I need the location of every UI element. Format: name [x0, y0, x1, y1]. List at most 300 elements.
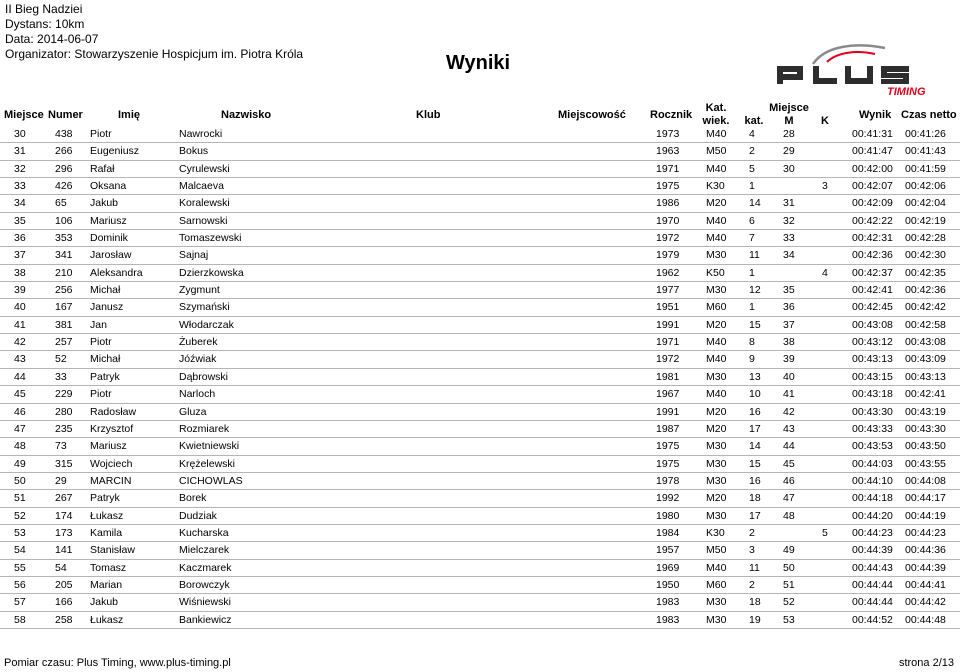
cell-place: 34	[14, 197, 26, 210]
cell-first: Aleksandra	[90, 266, 143, 279]
cell-cat: M60	[706, 301, 727, 314]
cell-net: 00:44:08	[905, 474, 946, 487]
table-row	[0, 438, 960, 455]
cell-last: Borek	[179, 492, 207, 505]
cell-last: Gluza	[179, 405, 207, 418]
cell-catplace: 17	[749, 509, 761, 522]
cell-net: 00:43:08	[905, 336, 946, 349]
cell-m: 51	[783, 578, 795, 591]
cell-first: Mariusz	[90, 440, 127, 453]
cell-net: 00:42:28	[905, 232, 946, 245]
cell-first: Piotr	[90, 336, 112, 349]
table-row	[0, 369, 960, 386]
cell-place: 38	[14, 266, 26, 279]
cell-net: 00:42:41	[905, 388, 946, 401]
cell-catplace: 18	[749, 596, 761, 609]
cell-first: Łukasz	[90, 613, 124, 626]
cell-year: 1972	[656, 353, 680, 366]
cell-num: 65	[55, 197, 67, 210]
cell-m: 49	[783, 544, 795, 557]
cell-num: 438	[55, 128, 73, 140]
cell-num: 29	[55, 474, 67, 487]
cell-year: 1980	[656, 509, 680, 522]
cell-last: Dąbrowski	[179, 370, 229, 383]
cell-year: 1969	[656, 561, 680, 574]
cell-net: 00:44:19	[905, 509, 946, 522]
cell-first: Jan	[90, 318, 107, 331]
cell-net: 00:44:42	[905, 596, 946, 609]
cell-first: Oksana	[90, 180, 127, 193]
cell-num: 210	[55, 266, 73, 279]
cell-catplace: 5	[749, 162, 755, 175]
cell-m: 52	[783, 596, 795, 609]
cell-catplace: 11	[749, 249, 760, 262]
cell-catplace: 10	[749, 388, 761, 401]
header-miejsce: Miejsce	[4, 109, 44, 121]
cell-result: 00:41:47	[852, 145, 893, 158]
cell-catplace: 19	[749, 613, 761, 626]
cell-last: Kaczmarek	[179, 561, 232, 574]
cell-result: 00:44:10	[852, 474, 893, 487]
cell-num: 33	[55, 370, 67, 383]
cell-first: Patryk	[90, 492, 120, 505]
header-nazwisko: Nazwisko	[221, 109, 272, 121]
cell-first: Piotr	[90, 128, 112, 140]
cell-result: 00:44:43	[852, 561, 893, 574]
cell-result: 00:43:53	[852, 440, 893, 453]
cell-m: 39	[783, 353, 795, 366]
cell-net: 00:42:30	[905, 249, 946, 262]
table-row	[0, 612, 960, 629]
header-imie: Imię	[118, 109, 141, 121]
table-row	[0, 542, 960, 559]
cell-num: 106	[55, 214, 73, 227]
table-row	[0, 456, 960, 473]
cell-m: 38	[783, 336, 795, 349]
cell-cat: M20	[706, 422, 727, 435]
cell-result: 00:44:44	[852, 578, 893, 591]
cell-first: Kamila	[90, 526, 123, 539]
cell-cat: K50	[706, 266, 725, 279]
cell-place: 39	[14, 284, 26, 297]
cell-m: 32	[783, 214, 795, 227]
cell-last: Żuberek	[179, 336, 218, 349]
cell-cat: M50	[706, 145, 727, 158]
cell-result: 00:43:13	[852, 353, 893, 366]
page-title: Wyniki	[446, 52, 511, 74]
cell-last: Borowczyk	[179, 578, 230, 591]
cell-catplace: 12	[749, 284, 761, 297]
cell-cat: M30	[706, 474, 727, 487]
header-miejsce-k: K	[821, 115, 829, 127]
cell-first: Wojciech	[90, 457, 133, 470]
event-info	[5, 2, 303, 62]
cell-m: 43	[783, 422, 795, 435]
cell-place: 32	[14, 162, 26, 175]
cell-last: Krężelewski	[179, 457, 236, 470]
cell-result: 00:43:15	[852, 370, 893, 383]
cell-result: 00:44:44	[852, 596, 893, 609]
event-name: II Bieg Nadziei	[5, 2, 83, 16]
table-header	[0, 101, 960, 129]
table-row	[0, 334, 960, 351]
cell-first: Rafał	[90, 162, 115, 175]
cell-last: Malcaeva	[179, 180, 224, 193]
cell-place: 53	[14, 526, 26, 539]
cell-catplace: 15	[749, 318, 761, 331]
cell-year: 1983	[656, 613, 680, 626]
cell-catplace: 15	[749, 457, 761, 470]
event-date: Data: 2014-06-07	[5, 32, 99, 46]
cell-last: Sajnaj	[179, 249, 209, 262]
cell-net: 00:41:59	[905, 162, 946, 175]
svg-text:TIMING: TIMING	[887, 86, 926, 96]
cell-first: Michał	[90, 284, 121, 297]
cell-year: 1991	[656, 405, 680, 418]
cell-catplace: 1	[749, 180, 755, 193]
cell-catplace: 2	[749, 578, 755, 591]
cell-last: Jóźwiak	[179, 353, 217, 366]
cell-net: 00:44:36	[905, 544, 946, 557]
table-row	[0, 161, 960, 178]
cell-cat: M30	[706, 596, 727, 609]
cell-first: Michał	[90, 353, 121, 366]
cell-place: 35	[14, 214, 26, 227]
cell-cat: M30	[706, 457, 727, 470]
cell-last: Szymański	[179, 301, 230, 314]
table-row	[0, 594, 960, 611]
cell-catplace: 8	[749, 336, 755, 349]
cell-catplace: 2	[749, 526, 755, 539]
cell-num: 166	[55, 596, 73, 609]
cell-place: 58	[14, 613, 26, 626]
table-row	[0, 525, 960, 542]
header-miejsce-m: M	[784, 115, 794, 127]
cell-m: 36	[783, 301, 795, 314]
cell-place: 40	[14, 301, 26, 314]
cell-m: 31	[783, 197, 795, 210]
cell-cat: M30	[706, 509, 727, 522]
cell-year: 1950	[656, 578, 680, 591]
cell-cat: M30	[706, 370, 727, 383]
cell-net: 00:44:17	[905, 492, 946, 505]
cell-catplace: 16	[749, 474, 761, 487]
cell-m: 40	[783, 370, 795, 383]
cell-cat: M30	[706, 613, 727, 626]
cell-year: 1963	[656, 145, 680, 158]
cell-net: 00:42:06	[905, 180, 946, 193]
cell-catplace: 17	[749, 422, 761, 435]
cell-year: 1962	[656, 266, 680, 279]
cell-num: 167	[55, 301, 73, 314]
cell-cat: M20	[706, 197, 727, 210]
table-row	[0, 560, 960, 577]
footer-timing-credit: Pomiar czasu: Plus Timing, www.plus-timing.pl	[4, 657, 231, 669]
cell-result: 00:44:23	[852, 526, 893, 539]
header-rocznik: Rocznik	[650, 109, 693, 121]
cell-m: 47	[783, 492, 795, 505]
cell-cat: M40	[706, 128, 727, 140]
cell-num: 267	[55, 492, 73, 505]
cell-m: 45	[783, 457, 795, 470]
cell-num: 174	[55, 509, 73, 522]
cell-result: 00:44:52	[852, 613, 893, 626]
cell-year: 1970	[656, 214, 680, 227]
header-numer: Numer	[48, 109, 83, 121]
cell-num: 257	[55, 336, 73, 349]
table-row	[0, 317, 960, 334]
cell-cat: M50	[706, 544, 727, 557]
cell-m: 34	[783, 249, 795, 262]
cell-result: 00:43:12	[852, 336, 893, 349]
cell-num: 341	[55, 249, 73, 262]
cell-place: 46	[14, 405, 26, 418]
cell-num: 205	[55, 578, 73, 591]
cell-num: 173	[55, 526, 73, 539]
cell-net: 00:43:19	[905, 405, 946, 418]
cell-net: 00:43:13	[905, 370, 946, 383]
cell-place: 45	[14, 388, 26, 401]
header-miejsce-group: Miejsce	[769, 102, 809, 114]
cell-cat: M40	[706, 561, 727, 574]
cell-catplace: 1	[749, 301, 755, 314]
cell-place: 54	[14, 544, 26, 557]
table-row	[0, 126, 960, 143]
cell-year: 1992	[656, 492, 680, 505]
cell-m: 44	[783, 440, 795, 453]
cell-m: 35	[783, 284, 795, 297]
cell-m: 48	[783, 509, 795, 522]
cell-num: 52	[55, 353, 67, 366]
cell-catplace: 16	[749, 405, 761, 418]
cell-first: Dominik	[90, 232, 128, 245]
cell-last: Bokus	[179, 145, 209, 158]
cell-m: 46	[783, 474, 795, 487]
cell-year: 1967	[656, 388, 680, 401]
cell-year: 1951	[656, 301, 680, 314]
cell-first: Łukasz	[90, 509, 124, 522]
cell-net: 00:43:50	[905, 440, 946, 453]
cell-year: 1975	[656, 180, 680, 193]
cell-catplace: 1	[749, 266, 755, 279]
cell-result: 00:42:22	[852, 214, 893, 227]
cell-place: 48	[14, 440, 26, 453]
cell-result: 00:44:18	[852, 492, 893, 505]
cell-catplace: 3	[749, 544, 755, 557]
cell-place: 31	[14, 145, 26, 158]
table-row	[0, 421, 960, 438]
cell-place: 56	[14, 578, 26, 591]
cell-catplace: 18	[749, 492, 761, 505]
cell-last: Bankiewicz	[179, 613, 232, 626]
table-row	[0, 143, 960, 160]
cell-place: 42	[14, 336, 26, 349]
cell-place: 36	[14, 232, 26, 245]
cell-year: 1972	[656, 232, 680, 245]
cell-place: 52	[14, 509, 26, 522]
cell-last: Dudziak	[179, 509, 217, 522]
cell-place: 43	[14, 353, 26, 366]
cell-result: 00:43:33	[852, 422, 893, 435]
cell-first: Jakub	[90, 197, 119, 210]
cell-last: Rozmiarek	[179, 422, 230, 435]
plus-timing-logo	[775, 42, 955, 96]
cell-result: 00:44:03	[852, 457, 893, 470]
table-row	[0, 351, 960, 368]
header-wynik: Wynik	[859, 109, 892, 121]
cell-result: 00:42:31	[852, 232, 893, 245]
cell-first: Krzysztof	[90, 422, 134, 435]
cell-num: 54	[55, 561, 67, 574]
cell-num: 229	[55, 388, 73, 401]
cell-first: Piotr	[90, 388, 112, 401]
cell-year: 1971	[656, 162, 680, 175]
cell-place: 37	[14, 249, 26, 262]
header-kat: Kat.	[705, 102, 727, 114]
cell-first: MARCIN	[90, 474, 132, 487]
cell-place: 57	[14, 596, 26, 609]
cell-net: 00:43:30	[905, 422, 946, 435]
cell-num: 353	[55, 232, 73, 245]
cell-last: Narloch	[179, 388, 216, 401]
table-row	[0, 404, 960, 421]
event-distance: Dystans: 10km	[5, 17, 85, 31]
cell-catplace: 11	[749, 561, 760, 574]
cell-first: Stanisław	[90, 544, 135, 557]
cell-result: 00:42:41	[852, 284, 893, 297]
cell-net: 00:42:36	[905, 284, 946, 297]
cell-m: 41	[783, 388, 795, 401]
cell-cat: M30	[706, 440, 727, 453]
table-row	[0, 386, 960, 403]
cell-num: 426	[55, 180, 73, 193]
table-row	[0, 577, 960, 594]
cell-net: 00:43:55	[905, 457, 946, 470]
cell-last: Dzierzkowska	[179, 266, 244, 279]
cell-m: 42	[783, 405, 795, 418]
cell-num: 235	[55, 422, 73, 435]
cell-m: 33	[783, 232, 795, 245]
cell-place: 41	[14, 318, 26, 331]
cell-num: 280	[55, 405, 73, 418]
cell-place: 33	[14, 180, 26, 193]
cell-net: 00:44:48	[905, 613, 946, 626]
table-row	[0, 282, 960, 299]
header-kat-wiek: wiek.	[702, 115, 730, 127]
cell-last: Wiśniewski	[179, 596, 231, 609]
cell-cat: M30	[706, 284, 727, 297]
cell-year: 1986	[656, 197, 680, 210]
cell-catplace: 14	[749, 440, 761, 453]
cell-last: Tomaszewski	[179, 232, 242, 245]
cell-net: 00:42:42	[905, 301, 946, 314]
cell-last: Koralewski	[179, 197, 230, 210]
cell-m: 28	[783, 128, 795, 140]
cell-year: 1978	[656, 474, 680, 487]
cell-m: 37	[783, 318, 795, 331]
table-row	[0, 299, 960, 316]
cell-last: Cyrulewski	[179, 162, 230, 175]
cell-place: 50	[14, 474, 26, 487]
cell-num: 258	[55, 613, 73, 626]
cell-cat: M20	[706, 405, 727, 418]
cell-year: 1975	[656, 457, 680, 470]
cell-result: 00:41:31	[852, 128, 893, 140]
cell-cat: M20	[706, 318, 727, 331]
cell-result: 00:44:39	[852, 544, 893, 557]
cell-cat: M60	[706, 578, 727, 591]
event-organizer: Organizator: Stowarzyszenie Hospicjum im. Piotra Króla	[5, 47, 304, 61]
cell-year: 1983	[656, 596, 680, 609]
cell-k: 4	[822, 266, 828, 279]
cell-net: 00:43:09	[905, 353, 946, 366]
cell-last: Kwietniewski	[179, 440, 240, 453]
cell-year: 1979	[656, 249, 680, 262]
cell-net: 00:42:35	[905, 266, 946, 279]
cell-year: 1981	[656, 370, 680, 383]
cell-place: 51	[14, 492, 26, 505]
cell-net: 00:42:04	[905, 197, 946, 210]
cell-result: 00:42:09	[852, 197, 893, 210]
cell-last: CICHOWLAS	[179, 474, 243, 487]
cell-place: 44	[14, 370, 26, 383]
cell-cat: K30	[706, 526, 725, 539]
cell-catplace: 9	[749, 353, 755, 366]
cell-net: 00:41:43	[905, 145, 946, 158]
cell-cat: M40	[706, 388, 727, 401]
cell-m: 29	[783, 145, 795, 158]
cell-first: Jarosław	[90, 249, 132, 262]
cell-first: Jakub	[90, 596, 119, 609]
cell-cat: M40	[706, 353, 727, 366]
cell-cat: M40	[706, 336, 727, 349]
cell-year: 1971	[656, 336, 680, 349]
cell-year: 1973	[656, 128, 680, 140]
cell-num: 296	[55, 162, 73, 175]
cell-catplace: 6	[749, 214, 755, 227]
cell-cat: M40	[706, 162, 727, 175]
table-row	[0, 247, 960, 264]
cell-m: 50	[783, 561, 795, 574]
cell-result: 00:44:20	[852, 509, 893, 522]
cell-num: 73	[55, 440, 67, 453]
cell-m: 53	[783, 613, 795, 626]
cell-k: 5	[822, 526, 828, 539]
cell-cat: M40	[706, 214, 727, 227]
cell-num: 141	[55, 544, 73, 557]
cell-result: 00:43:30	[852, 405, 893, 418]
cell-catplace: 13	[749, 370, 761, 383]
table-row	[0, 178, 960, 195]
cell-last: Sarnowski	[179, 214, 228, 227]
table-row	[0, 265, 960, 282]
cell-first: Mariusz	[90, 214, 127, 227]
cell-place: 47	[14, 422, 26, 435]
cell-cat: M30	[706, 249, 727, 262]
table-row	[0, 490, 960, 507]
header-miejscowosc: Miejscowość	[558, 109, 626, 121]
cell-k: 3	[822, 180, 828, 193]
cell-result: 00:42:36	[852, 249, 893, 262]
table-row	[0, 230, 960, 247]
cell-year: 1991	[656, 318, 680, 331]
table-row	[0, 508, 960, 525]
cell-last: Zygmunt	[179, 284, 220, 297]
cell-first: Tomasz	[90, 561, 127, 574]
cell-first: Marian	[90, 578, 123, 591]
cell-num: 266	[55, 145, 73, 158]
cell-cat: M40	[706, 232, 727, 245]
